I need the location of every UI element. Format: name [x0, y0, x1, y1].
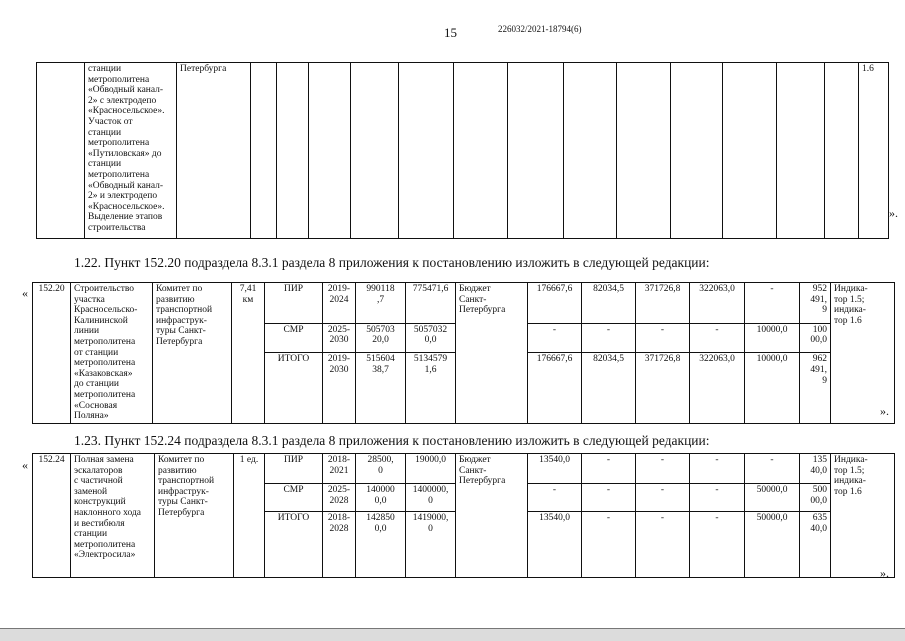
year-3-cell: 371726,8 — [636, 283, 690, 324]
after-period-cell: 500 00,0 — [800, 484, 831, 512]
executor-cell: Комитет по развитию транспортной инфраструк- туры Санкт- Петербурга — [153, 283, 232, 424]
years-cell: 2018- 2028 — [323, 512, 356, 578]
table-row — [33, 283, 895, 324]
event-name-cell: Строительство участка Красносельско- Калининской линии метрополитена от станции метрополитена «Казаковская» до станции метрополитена «Сосновая Поляна» — [71, 283, 153, 424]
year-2-cell: - — [582, 323, 636, 353]
total-cell: 1400000, 0 — [406, 484, 456, 512]
stage-cell: СМР — [265, 323, 323, 353]
capacity-cell: 7,41 км — [232, 283, 265, 424]
stage-cell: СМР — [265, 484, 323, 512]
closing-quote: ». — [889, 206, 898, 220]
cell-empty — [399, 63, 454, 239]
page-number: 15 — [444, 25, 457, 40]
year-5-cell: - — [745, 454, 800, 484]
after-period-cell: 135 40,0 — [800, 454, 831, 484]
opening-quote: « — [22, 458, 28, 472]
after-period-cell: 100 00,0 — [800, 323, 831, 353]
years-cell: 2025- 2028 — [323, 484, 356, 512]
year-5-cell: 10000,0 — [745, 323, 800, 353]
closing-quote: ». — [880, 404, 889, 418]
event-name-cell: Полная замена эскалаторов с частичной заменой конструкций наклонного хода и вестибюля станции метрополитена «Электросила» — [71, 454, 155, 578]
cell-empty — [454, 63, 508, 239]
table-152-24 — [32, 453, 895, 578]
year-1-cell: 13540,0 — [528, 454, 582, 484]
year-4-cell: - — [690, 323, 745, 353]
cost-cell: 505703 20,0 — [356, 323, 406, 353]
cell-empty — [564, 63, 617, 239]
cell-empty — [351, 63, 399, 239]
year-1-cell: 176667,6 — [528, 283, 582, 324]
after-period-cell: 635 40,0 — [800, 512, 831, 578]
cost-cell: 990118 ,7 — [356, 283, 406, 324]
indicator-cell: Индика- тор 1.5; индика- тор 1.6 — [831, 454, 895, 578]
year-2-cell: 82034,5 — [582, 353, 636, 423]
item-number-cell: 152.20 — [33, 283, 71, 424]
cell-empty — [277, 63, 309, 239]
total-cell: 775471,6 — [406, 283, 456, 324]
total-cell: 5134579 1,6 — [406, 353, 456, 423]
cell-empty — [723, 63, 777, 239]
cell-empty — [37, 63, 85, 239]
cell-empty — [825, 63, 859, 239]
year-2-cell: - — [582, 512, 636, 578]
cost-cell: 28500, 0 — [356, 454, 406, 484]
scan-bottom-edge — [0, 628, 905, 641]
year-2-cell: 82034,5 — [582, 283, 636, 324]
indicator-cell: 1.6 — [859, 63, 889, 239]
year-4-cell: - — [690, 512, 745, 578]
cell-empty — [671, 63, 723, 239]
total-cell: 19000,0 — [406, 454, 456, 484]
years-cell: 2025- 2030 — [323, 323, 356, 353]
table-152-20 — [32, 282, 895, 424]
after-period-cell: 952 491, 9 — [800, 283, 831, 324]
cell-empty — [617, 63, 671, 239]
year-5-cell: 10000,0 — [745, 353, 800, 423]
closing-quote: ». — [880, 566, 889, 580]
indicator-cell: Индика- тор 1.5; индика- тор 1.6 — [831, 283, 895, 424]
year-2-cell: - — [582, 484, 636, 512]
year-1-cell: 176667,6 — [528, 353, 582, 423]
year-3-cell: - — [636, 323, 690, 353]
cost-cell: 140000 0,0 — [356, 484, 406, 512]
year-3-cell: 371726,8 — [636, 353, 690, 423]
years-cell: 2018- 2021 — [323, 454, 356, 484]
year-4-cell: 322063,0 — [690, 353, 745, 423]
year-1-cell: - — [528, 323, 582, 353]
years-cell: 2019- 2030 — [323, 353, 356, 423]
after-period-cell: 962 491, 9 — [800, 353, 831, 423]
paragraph-1-23: 1.23. Пункт 152.24 подраздела 8.3.1 раздела 8 приложения к постановлению изложить в следующей редакции: — [74, 433, 710, 448]
executor-cell: Петербурга — [177, 63, 251, 239]
capacity-cell: 1 ед. — [234, 454, 265, 578]
year-5-cell: 50000,0 — [745, 512, 800, 578]
funding-source-cell: Бюджет Санкт- Петербурга — [456, 283, 528, 424]
year-3-cell: - — [636, 454, 690, 484]
cell-empty — [508, 63, 564, 239]
stage-cell: ИТОГО — [265, 353, 323, 423]
opening-quote: « — [22, 286, 28, 300]
cell-empty — [309, 63, 351, 239]
year-4-cell: - — [690, 454, 745, 484]
year-4-cell: 322063,0 — [690, 283, 745, 324]
year-1-cell: 13540,0 — [528, 512, 582, 578]
total-cell: 1419000, 0 — [406, 512, 456, 578]
year-5-cell: 50000,0 — [745, 484, 800, 512]
year-3-cell: - — [636, 512, 690, 578]
year-5-cell: - — [745, 283, 800, 324]
year-4-cell: - — [690, 484, 745, 512]
item-number-cell: 152.24 — [33, 454, 71, 578]
table-row — [33, 454, 895, 484]
total-cell: 5057032 0,0 — [406, 323, 456, 353]
funding-source-cell: Бюджет Санкт- Петербурга — [456, 454, 528, 578]
cost-cell: 142850 0,0 — [356, 512, 406, 578]
year-3-cell: - — [636, 484, 690, 512]
year-2-cell: - — [582, 454, 636, 484]
executor-cell: Комитет по развитию транспортной инфраструк- туры Санкт- Петербурга — [155, 454, 234, 578]
cost-cell: 515604 38,7 — [356, 353, 406, 423]
year-1-cell: - — [528, 484, 582, 512]
document-id: 226032/2021-18794(6) — [498, 24, 582, 34]
paragraph-1-22: 1.22. Пункт 152.20 подраздела 8.3.1 раздела 8 приложения к постановлению изложить в следующей редакции: — [74, 255, 710, 270]
event-name-cell: станции метрополитена «Обводный канал- 2» с электродепо «Красносельское». Участок от станции метрополитена «Путиловская» до станции метрополитена «Обводный канал- 2» и электродепо «Красносельское». Выделение этапов строительства — [85, 63, 177, 239]
cell-empty — [251, 63, 277, 239]
cell-empty — [777, 63, 825, 239]
stage-cell: ПИР — [265, 283, 323, 324]
stage-cell: ИТОГО — [265, 512, 323, 578]
stage-cell: ПИР — [265, 454, 323, 484]
years-cell: 2019- 2024 — [323, 283, 356, 324]
continuation-table — [36, 62, 889, 239]
